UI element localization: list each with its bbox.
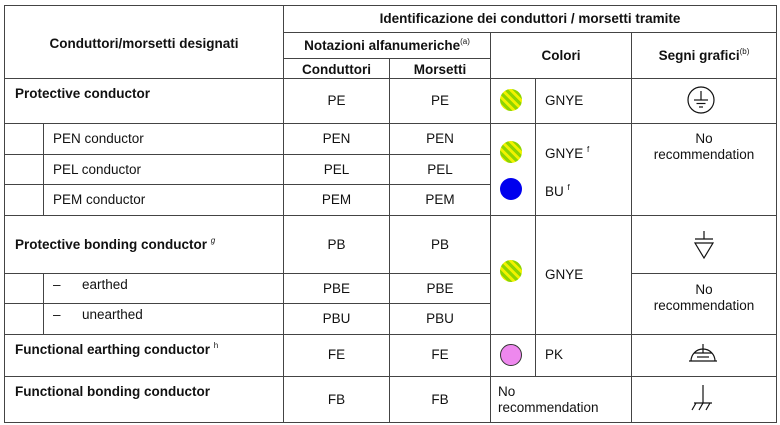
row-pen-name: PEN conductor [53,131,144,146]
header-alphanumeric-label: Notazioni alfanumeriche [304,38,461,53]
row-pb-name-label: Protective bonding conductor [15,237,208,252]
fb-color-no-recommendation [498,384,599,416]
gnye-swatch-pb [500,260,522,282]
row-fe-name-label: Functional earthing conductor [15,342,210,357]
pen-group-color2-note: f [567,183,570,192]
row-fb-terminal: FB [431,392,449,407]
pen-group-color1 [545,146,589,162]
row-pbu-conductor: PBU [322,311,351,326]
pen-group-color2-label: BU [545,184,564,199]
header-designated: Conduttori/morsetti designati [49,36,239,51]
chassis-frame-icon [690,383,716,413]
functional-earth-icon [688,343,718,365]
row-pb-note: g [210,236,216,245]
row-pbu-dash: – [53,307,61,322]
row-pen-terminal: PEN [426,131,454,146]
row-pel-conductor: PEL [323,162,350,177]
header-alphanumeric-note: (a) [460,37,470,46]
row-pbu-terminal: PBU [426,311,454,326]
row-pb-terminal: PB [430,237,449,252]
row-fe-name [15,342,218,358]
no-rec-line1: No [695,282,713,297]
pink-swatch [500,344,522,366]
no-rec-line2: recommendation [498,400,599,415]
row-pb-conductor: PB [327,237,346,252]
pen-group-no-recommendation [632,131,776,163]
pen-group-color1-note: f [587,145,590,154]
row-pel-terminal: PEL [427,162,453,177]
row-pe-color: GNYE [545,93,584,108]
blue-swatch [500,178,522,200]
row-pel-name: PEL conductor [53,162,142,177]
header-colors: Colori [541,48,581,63]
row-pbe-conductor: PBE [322,281,350,296]
equipotential-bonding-icon [691,229,717,261]
row-pe-conductor: PE [327,93,346,108]
pb-group-color: GNYE [545,267,584,282]
row-fb-conductor: FB [327,392,346,407]
no-rec-line2: recommendation [653,298,755,313]
protective-earth-icon [686,85,716,115]
header-alphanumeric [284,38,490,54]
header-conductors: Conduttori [302,62,371,77]
row-pen-conductor: PEN [322,131,351,146]
header-graphic [632,48,776,64]
gnye-swatch-pe [500,89,522,111]
gnye-swatch-pen [500,141,522,163]
pen-group-color2 [545,184,570,200]
row-pbe-name: earthed [82,277,128,292]
row-pbe-terminal: PBE [426,281,454,296]
row-pem-conductor: PEM [321,192,352,207]
row-pbe-dash: – [53,277,61,292]
row-pem-terminal: PEM [425,192,455,207]
row-pe-name: Protective conductor [15,86,151,101]
row-fe-note: h [213,341,219,350]
pb-group-no-recommendation [632,282,776,314]
row-fb-name: Functional bonding conductor [15,384,210,399]
row-fe-terminal: FE [431,347,449,362]
no-rec-line1: No [498,384,516,399]
no-rec-line2: recommendation [653,147,755,162]
row-fe-conductor: FE [327,347,346,362]
row-pem-name: PEM conductor [53,192,146,207]
header-graphic-note: (b) [739,47,750,56]
row-pb-name [15,237,215,253]
row-pbu-name: unearthed [82,307,143,322]
header-graphic-label: Segni grafici [658,48,740,63]
pen-group-color1-label: GNYE [545,146,584,161]
header-identification: Identificazione dei conduttori / morsetti tramite [379,11,681,26]
row-fe-color: PK [545,347,564,362]
row-pe-terminal: PE [430,93,449,108]
no-rec-line1: No [695,131,713,146]
header-terminals: Morsetti [413,62,467,77]
